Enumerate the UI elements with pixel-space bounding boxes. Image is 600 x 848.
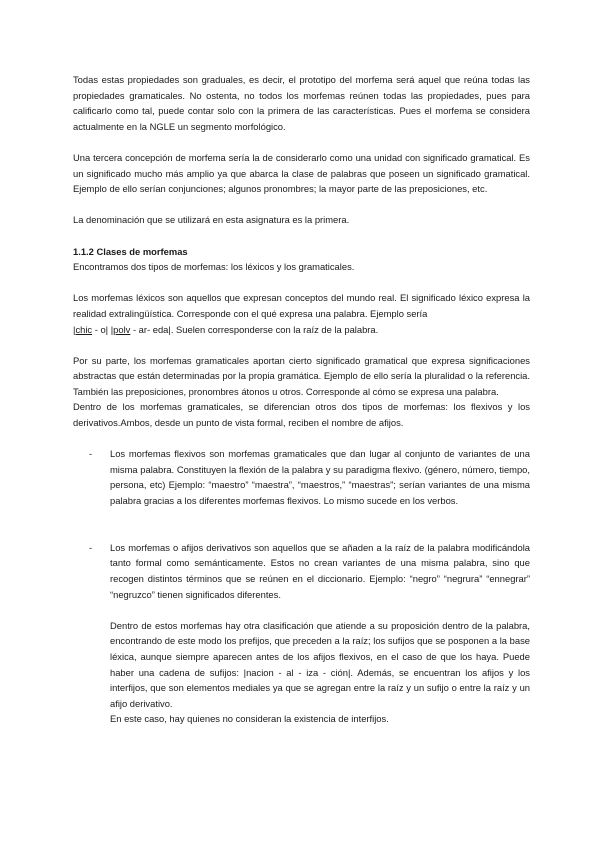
paragraph-flexivos-derivativos: Dentro de los morfemas gramaticales, se diferencian otros dos tipos de morfemas: los flexivos y los derivativos.Ambos, desde un punto de vista formal, reciben el nombre de afijos. <box>73 401 530 429</box>
lexicos-text: Los morfemas léxicos son aquellos que expresan conceptos del mundo real. El significado léxico expresa la realidad extralingüística. Corresponde con el qué expresa una palabra. Ejemplo sería <box>73 292 530 319</box>
spacer <box>73 197 530 213</box>
example-polv-rest: - ar- eda|. Suelen corresponderse con la raíz de la palabra. <box>130 323 379 335</box>
list-spacer <box>73 524 530 540</box>
paragraph-propiedades: Todas estas propiedades son graduales, es decir, el prototipo del morfema será aquel que reúna todas las propiedades gramaticales. No ostenta, no todos los morfemas reúnen todas las propiedades, pues para calificarlo como tal, puede contar solo con la primera de las características. Pues el morfema se considera actualmente en la NGLE un segmento morfológico. <box>73 74 530 132</box>
example-chic-rest: - o| <box>92 323 109 335</box>
paragraph-tercera-concepcion: Una tercera concepción de morfema sería la de considerarlo como una unidad con significado gramatical. Es un significado mucho más amplio ya que abarca la clase de palabras que poseen un significado gramatical. Ejemplo de ello serían conjunciones; algunos pronombres; la mayor parte de las preposiciones, etc. <box>73 151 530 195</box>
paragraph-denominacion: La denominación que se utilizará en esta asignatura es la primera. <box>73 214 350 226</box>
spacer <box>73 431 530 447</box>
list-item-flexivos <box>73 446 530 508</box>
example-chic: chic <box>75 323 93 335</box>
document-page <box>73 72 530 727</box>
paragraph-clasificacion: Dentro de estos morfemas hay otra clasificación que atiende a su proposición dentro de la palabra, encontrando de este modo los prefijos, que preceden a la raíz; los sufijos que se posponen a la base léxica, aunque siempre aparecen antes de los afijos flexivos, en el caso de que los haya. Puede haber una cadena de sufijos: |nacion - al - iza - ción|. Además, se encuentran los afijos y los interfijos, que son elementos mediales ya que se agregan entre la raíz y un sufijo o entre la raíz y un afijo derivativo. <box>110 619 530 709</box>
example-polv: polv <box>113 323 131 335</box>
section-heading: 1.1.2 Clases de morfemas <box>73 245 188 257</box>
list-dash: - <box>89 448 93 460</box>
paragraph-lexicos: Los morfemas léxicos son aquellos que expresan conceptos del mundo real. El significado léxico expresa la realidad extralingüística. Corresponde con el qué expresa una palabra. Ejemplo sería |chic - o| |polv - ar- eda|. Suelen corresponderse con la raíz de la palabra. <box>73 292 530 335</box>
list-item-text: Los morfemas flexivos son morfemas gramaticales que dan lugar al conjunto de variantes de una misma palabra. Constituyen la flexión de la palabra y su paradigma flexivo. (género, número, tiempo, persona, etc) Ejemplo: “maestro” “maestra”, “maestros,” “maestras”; serían variantes de una misma palabra gracias a los diferentes morfemas flexivos. Lo mismo sucede en los verbos. <box>110 448 530 507</box>
spacer <box>73 228 530 244</box>
spacer <box>73 134 530 150</box>
spacer <box>73 275 530 291</box>
morfemas-list <box>73 446 530 602</box>
list-dash: - <box>89 541 93 553</box>
list-spacer <box>73 509 530 525</box>
list-item-text: Los morfemas o afijos derivativos son aquellos que se añaden a la raíz de la palabra modificándola tanto formal como semánticamente. Estos no crean variantes de una misma palabra, sino que recogen distintos términos que se reúnen en el diccionario. Ejemplo: “negro” “negrura” “ennegrar” “negruzco” tienen significados diferentes. <box>110 541 530 600</box>
list-item-derivativos <box>73 540 530 602</box>
paragraph-gramaticales: Por su parte, los morfemas gramaticales aportan cierto significado gramatical que expresa significaciones abstractas que están determinadas por la propia gramática. Ejemplo de ello sería la pluralidad o la referencia. También las preposiciones, pronombres átonos u otros. Corresponde al cómo se expresa una palabra. <box>73 354 530 397</box>
paragraph-interfijos: En este caso, hay quienes no consideran la existencia de interfijos. <box>110 713 389 725</box>
spacer <box>73 337 530 353</box>
spacer <box>73 602 530 618</box>
paragraph-tipos: Encontramos dos tipos de morfemas: los léxicos y los gramaticales. <box>73 261 355 273</box>
